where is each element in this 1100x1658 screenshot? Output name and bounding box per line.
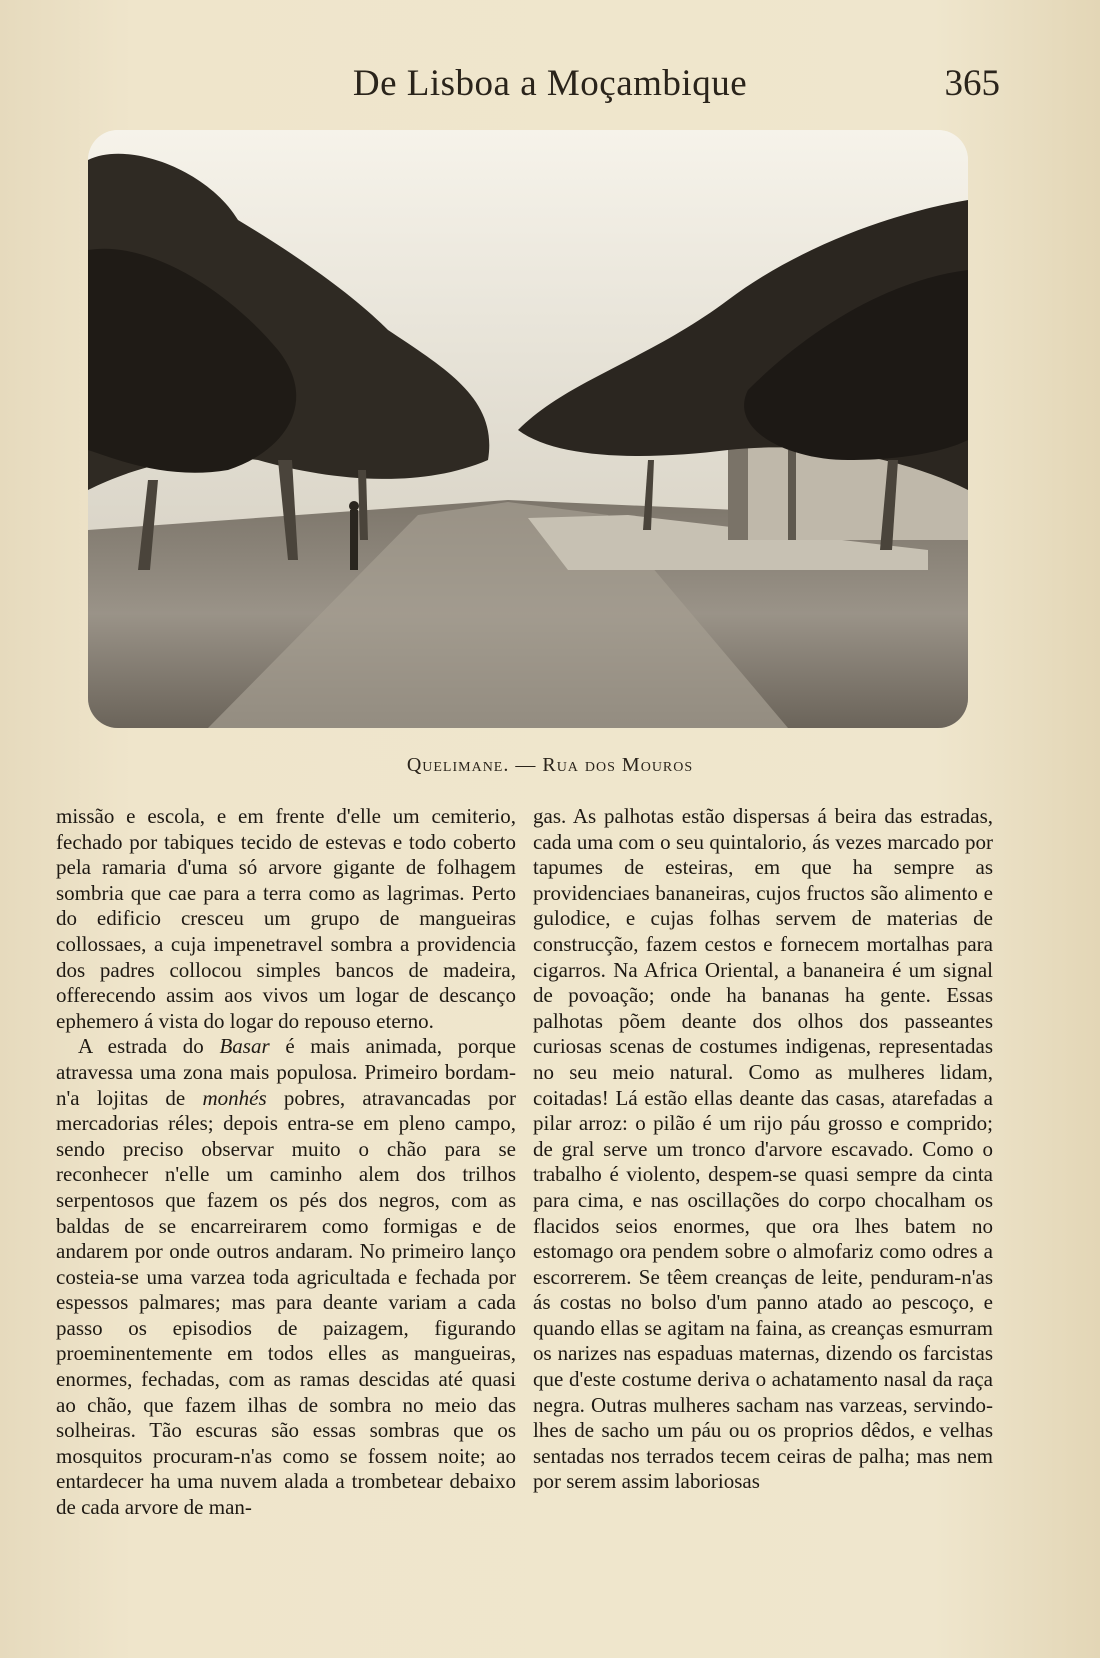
street-photograph [88,130,968,728]
italic-term: monhés [202,1085,267,1110]
right-text-column [533,804,993,1495]
paragraph: gas. As palhotas estão dispersas á beira das estradas, cada uma com o seu quintalorio, ás vezes marcado por tapumes de esteiras, em que ha sempre as providenciaes bananeiras, cujos fructos são alimento e gulodice, e cujas folhas servem de materias de construcção, fazem cestos e fornecem mortalhas para cigarros. Na Africa Oriental, a bananeira é um signal de povoação; onde ha bananas ha gente. Essas palhotas põem deante dos olhos dos passeantes curiosas scenas de costumes indigenas, representadas no seu meio natural. Como as mulheres lidam, coitadas! Lá estão ellas deante das casas, atarefadas a pilar arroz: o pilão é um rijo páu grosso e comprido; de gral serve um tronco d'arvore escavado. Como o trabalho é violento, despem-se quasi sempre da cinta para cima, e nas oscillações do corpo chocalham os flacidos seios enormes, que ora lhes batem no estomago ora pendem sobre o almofariz como odres a escorrerem. Se têem creanças de leite, penduram-n'as ás costas no bolso d'um panno atado ao pescoço, e quando ellas se agitam na faina, as creanças esmurram os narizes nas espaduas maternas, dizendo os farcistas que d'este costume deriva o achatamento nasal da raça negra. Outras mulheres sacham nas varzeas, servindo-lhes de sacho um páu ou os proprios dêdos, e velhas sentadas nos terrados tecem ceiras de palha; mas nem por serem assim laboriosas [533,804,993,1494]
caption-place: Quelimane. [406,754,510,776]
page-number: 365 [944,63,1000,104]
caption-dash: — [509,754,543,776]
left-text-column [56,804,516,1521]
text-run: A estrada do [78,1034,220,1059]
text-run: é mais animada, porque atravessa uma zona mais populosa. Primeiro bordam-n'a lojitas de [56,1034,516,1110]
paragraph [56,1034,516,1520]
paragraph: missão e escola, e em frente d'elle um cemiterio, fechado por tabiques tecido de estevas e todo coberto pela ramaria d'uma só arvore gigante de folhagem sombria que cae para a terra como as lagrimas. Perto do edificio cresceu um grupo de mangueiras collossaes, a cuja impenetravel sombra a providencia dos padres collocou simples bancos de madeira, offerecendo assim aos vivos um logar de descanço ephemero á vista do logar do repouso eterno. [56,804,516,1033]
italic-term: Basar [219,1034,270,1059]
caption-subject: Rua dos Mouros [542,754,694,776]
running-title: De Lisboa a Moçambique [352,63,748,104]
text-run: pobres, atravancadas por mercadorias réles; depois entra-se em pleno campo, sendo preciso observar muito o chão para se reconhecer n'elle um caminho alem dos trilhos serpentosos que fazem os pés dos negros, com as baldas de se encarreirarem como formigas e de andarem por onde outros andaram. No primeiro lanço costeia-se uma varzea toda agricultada e fechada por espessos palmares; mas para deante variam a cada passo os episodios de paizagem, figurando proeminentemente em todos elles as mangueiras, enormes, fechadas, com as ramas descidas até quasi ao chão, que fazem ilhas de sombra no meio das solheiras. Tão escuras são essas sombras que os mosquitos procuram-n'as como se fossem noite; ao entardecer ha uma nuvem alada a trombetear debaixo de cada arvore de man- [56,1085,516,1520]
figure-caption [250,754,850,777]
